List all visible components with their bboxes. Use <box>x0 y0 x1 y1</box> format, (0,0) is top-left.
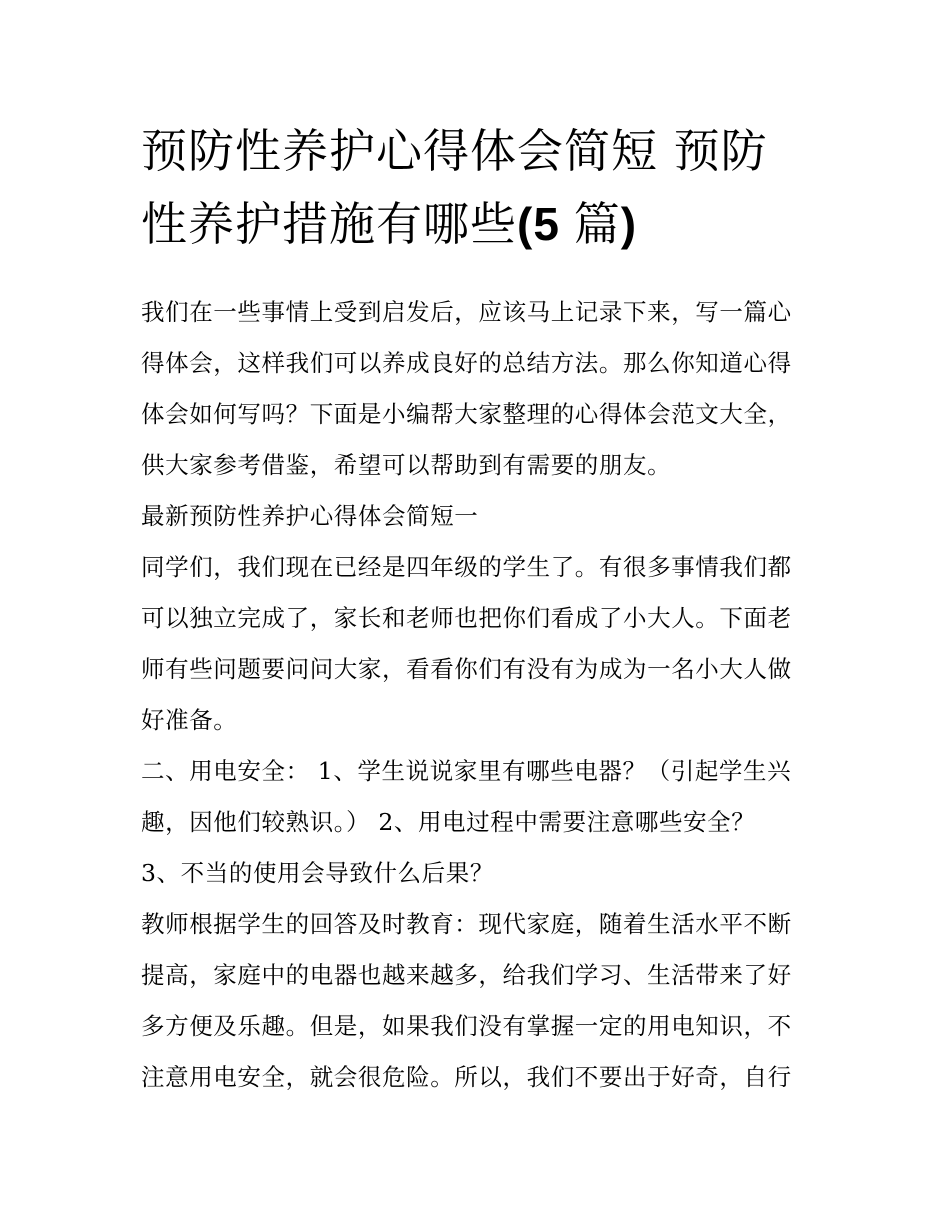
intro-paragraph: 我们在一些事情上受到启发后，应该马上记录下来，写一篇心得体会，这样我们可以养成良好的总结方法。那么你知道心得体会如何写吗？下面是小编帮大家整理的心得体会范文大全，供大家参考借鉴，希望可以帮助到有需要的朋友。 <box>141 298 792 479</box>
title-count-close: ) <box>620 198 638 250</box>
title-count-unit: 篇 <box>573 197 621 251</box>
document-body <box>141 112 813 1103</box>
title-text: 预防性养护心得体会简短 预防性养护措施有哪些 <box>141 124 768 251</box>
body-paragraph: 同学们，我们现在已经是四年级的学生了。有很多事情我们都可以独立完成了，家长和老师也把你们看成了小大人。下面老师有些问题要问问大家，看看你们有没有为成为一名小大人做好准备。 <box>141 553 792 734</box>
body-paragraph: 3、不当的使用会导致什么后果？ <box>141 859 494 887</box>
body-paragraph: 教师根据学生的回答及时教育：现代家庭，随着生活水平不断提高，家庭中的电器也越来越多，给我们学习、生活带来了好多方便及乐趣。但是，如果我们没有掌握一定的用电知识，不注意用电安全，就会很危险。所以，我们不要出于好奇，自行 <box>141 910 792 1091</box>
section-heading: 最新预防性养护心得体会简短一 <box>141 502 479 530</box>
body-paragraph: 二、用电安全： 1、学生说说家里有哪些电器？（引起学生兴趣，因他们较熟识。） 2、用电过程中需要注意哪些安全？ <box>141 757 792 836</box>
document-title <box>141 112 813 261</box>
title-count-open: (5 <box>517 198 574 250</box>
